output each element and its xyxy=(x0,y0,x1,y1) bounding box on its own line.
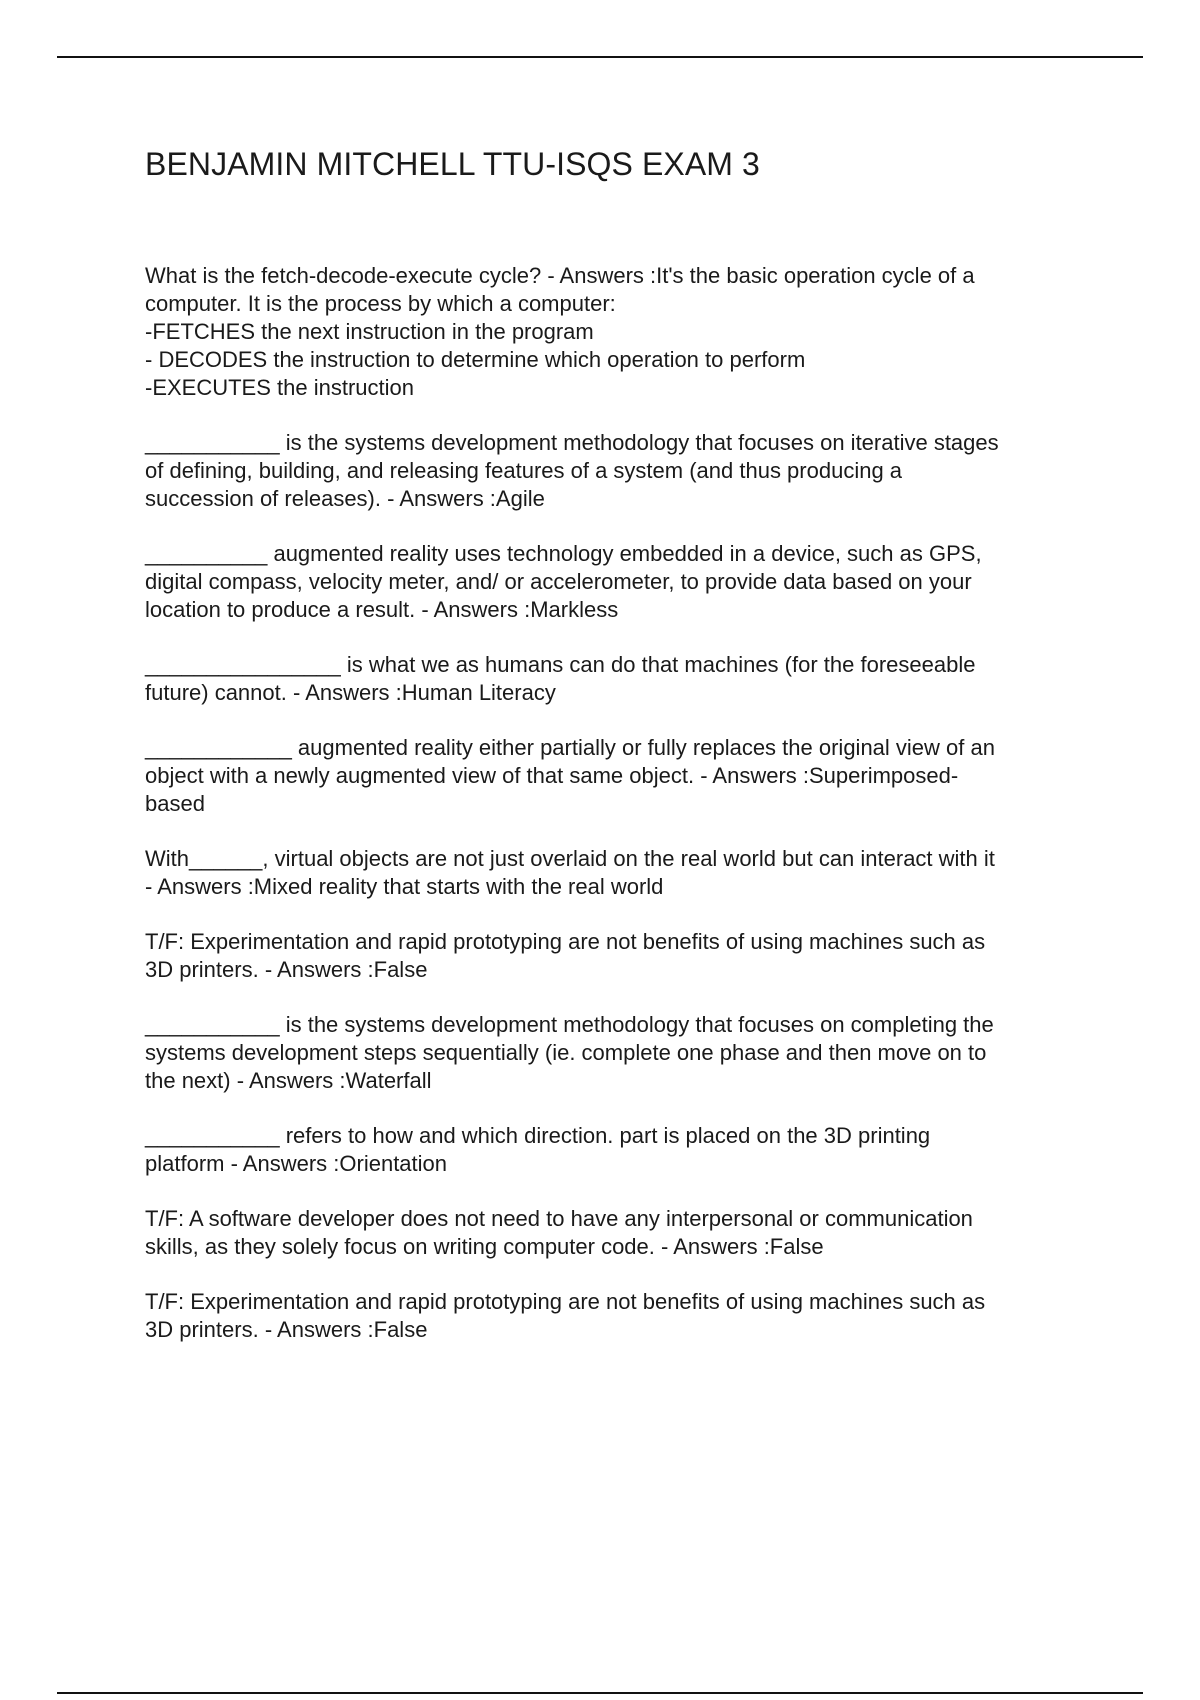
qa-line: -EXECUTES the instruction xyxy=(145,375,414,400)
qa-line: computer. It is the process by which a computer: xyxy=(145,291,616,316)
qa-line: ____________ augmented reality either partially or fully replaces the original view of an xyxy=(145,735,995,760)
qa-line: - DECODES the instruction to determine which operation to perform xyxy=(145,347,806,372)
qa-line: succession of releases). - Answers :Agile xyxy=(145,486,545,511)
qa-entry-markless xyxy=(145,540,1095,624)
qa-line: 3D printers. - Answers :False xyxy=(145,957,428,982)
qa-entry-waterfall xyxy=(145,1011,1095,1095)
page-title: BENJAMIN MITCHELL TTU-ISQS EXAM 3 xyxy=(145,146,760,182)
qa-line: based xyxy=(145,791,205,816)
qa-line: T/F: Experimentation and rapid prototyping are not benefits of using machines such as xyxy=(145,929,986,954)
top-divider xyxy=(57,56,1143,58)
qa-line: With______, virtual objects are not just overlaid on the real world but can interact with it xyxy=(145,846,995,871)
qa-entry-3d-printers-1 xyxy=(145,928,1095,984)
qa-line: location to produce a result. - Answers :Markless xyxy=(145,597,619,622)
qa-entry-agile xyxy=(145,429,1095,513)
qa-line: digital compass, velocity meter, and/ or accelerometer, to provide data based on your xyxy=(145,569,972,594)
qa-line: ________________ is what we as humans can do that machines (for the foreseeable xyxy=(145,652,976,677)
qa-line: skills, as they solely focus on writing computer code. - Answers :False xyxy=(145,1234,824,1259)
qa-line: platform - Answers :Orientation xyxy=(145,1151,448,1176)
qa-line: future) cannot. - Answers :Human Literacy xyxy=(145,680,556,705)
qa-line: systems development steps sequentially (ie. complete one phase and then move on to xyxy=(145,1040,987,1065)
qa-entry-superimposed xyxy=(145,734,1095,818)
qa-line: of defining, building, and releasing features of a system (and thus producing a xyxy=(145,458,903,483)
qa-line: ___________ refers to how and which direction. part is placed on the 3D printing xyxy=(145,1123,931,1148)
qa-line: object with a newly augmented view of that same object. - Answers :Superimposed- xyxy=(145,763,959,788)
qa-line: T/F: Experimentation and rapid prototyping are not benefits of using machines such as xyxy=(145,1289,986,1314)
qa-entry-orientation xyxy=(145,1122,1095,1178)
qa-entry-fetch-decode-execute xyxy=(145,262,1095,402)
qa-line: ___________ is the systems development methodology that focuses on completing the xyxy=(145,1012,994,1037)
qa-line: 3D printers. - Answers :False xyxy=(145,1317,428,1342)
qa-line: the next) - Answers :Waterfall xyxy=(145,1068,432,1093)
qa-line: T/F: A software developer does not need to have any interpersonal or communication xyxy=(145,1206,973,1231)
qa-line: __________ augmented reality uses technology embedded in a device, such as GPS, xyxy=(145,541,982,566)
qa-line: -FETCHES the next instruction in the program xyxy=(145,319,594,344)
bottom-divider xyxy=(57,1692,1143,1694)
qa-entry-3d-printers-2 xyxy=(145,1288,1095,1344)
qa-entry-human-literacy xyxy=(145,651,1095,707)
question-answer-list xyxy=(145,262,1095,1371)
qa-line: ___________ is the systems development methodology that focuses on iterative stages xyxy=(145,430,999,455)
qa-line: - Answers :Mixed reality that starts with the real world xyxy=(145,874,664,899)
qa-entry-software-developer xyxy=(145,1205,1095,1261)
qa-entry-mixed-reality xyxy=(145,845,1095,901)
qa-line: What is the fetch-decode-execute cycle? - Answers :It's the basic operation cycle of a xyxy=(145,263,975,288)
